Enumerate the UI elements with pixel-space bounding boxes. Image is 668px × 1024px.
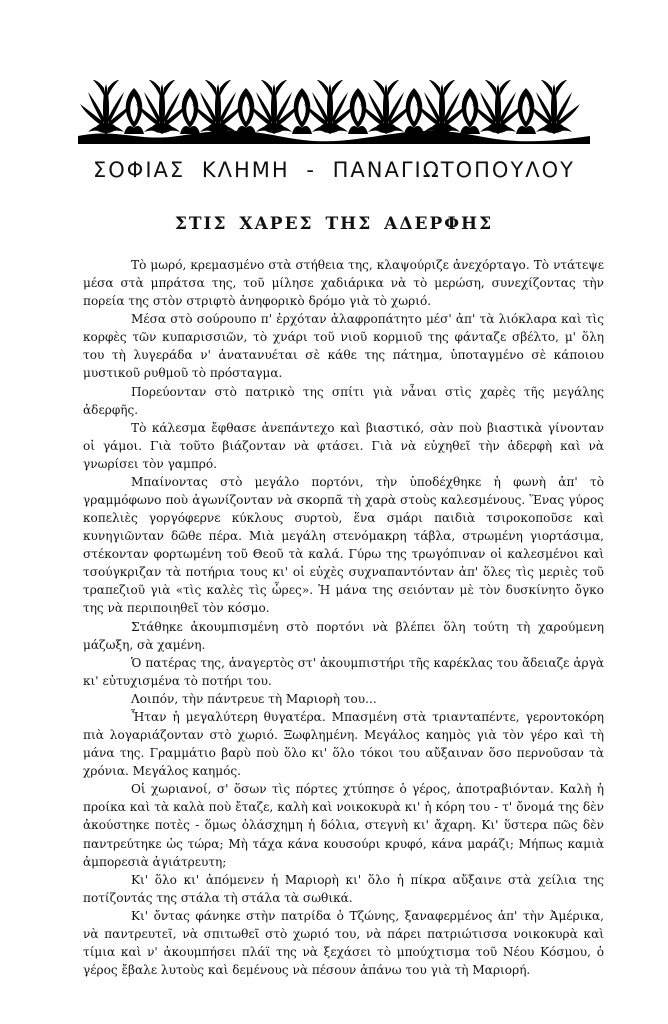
story-body xyxy=(83,256,604,979)
story-title: ΣΤΙΣ ΧΑΡΕΣ ΤΗΣ ΑΔΕΡΦΗΣ xyxy=(174,214,494,234)
paragraph: Τὸ μωρό, κρεμασμένο στὰ στήθεια της, κλαψούριζε ἀνεχόρταγο. Τὸ ντάτεψε μέσα στὰ μπράτσα της, τοῦ μίλησε χαδιάρικα νὰ τὸ μερώση, συνεχίζοντας τὴν πορεία της στὸν στριφτὸ ἀνηφορικὸ δρόμο γιὰ τὸ χωριό. xyxy=(83,258,604,309)
paragraph: Ὁ πατέρας της, ἀναγερτὸς στ' ἀκουμπιστήρι τῆς καρέκλας του ἄδειαζε ἀργὰ κι' εὐτυχισμένα τὸ ποτήρι του. xyxy=(83,655,604,688)
anthemion-palmette-frieze-icon xyxy=(78,74,590,144)
paragraph: Λοιπόν, τὴν πάντρευε τὴ Μαριορὴ του... xyxy=(131,691,377,706)
paragraph: Πορεύονταν στὸ πατρικὸ της σπίτι γιὰ νἆναι στὶς χαρὲς τῆς μεγάλης ἀδερφῆς. xyxy=(83,384,604,417)
paragraph: Κι' ὅλο κι' ἀπόμενεν ἡ Μαριορὴ κι' ὅλο ἡ πίκρα αὔξαινε στὰ χείλια της ποτίζοντάς της στάλα τὴ στάλα τὰ σωθικά. xyxy=(83,872,604,905)
paragraph: Κι' ὄντας φάνηκε στὴν πατρίδα ὁ Τζώνης, ξαναφερμένος ἀπ' τὴν Ἀμέρικα, νὰ παντρευτεῖ, νὰ σπιτωθεῖ στὸ χωριό του, νὰ πάρει πατριώτισσα νοικοκυρὰ καὶ τίμια καὶ ν' ἀκουμπήσει πλάϊ της νὰ ξεχάσει τὸ μπούχτισμα τοῦ Νέου Κόσμου, ὁ γέρος ἔβαλε λυτοὺς καὶ δεμένους νὰ πέσουν ἀπάνω του γιὰ τὴ Μαριορή. xyxy=(83,908,604,978)
paragraph: Οἱ χωριανοί, σ' ὅσων τὶς πόρτες χτύπησε ὁ γέρος, ἀποτραβιόνταν. Καλὴ ἡ προίκα καὶ τὰ καλὰ ποὺ ἔταζε, καλὴ καὶ νοικοκυρὰ κι' ἡ κόρη του - τ' ὄνομά της δὲν ἀκούστηκε ποτὲς - ὅμως ὀλάσχημη ἡ δόλια, στεγνὴ κι' ἄχαρη. Κι' ὕστερα πῶς δὲν παντρεύτηκε ὡς τώρα; Μὴ τάχα κάνα κουσούρι κρυφό, κάνα μαράζι; Μήπως καμιὰ ἀμπορεσιὰ ἀγιάτρευτη; xyxy=(83,782,604,869)
paragraph: Τὸ κάλεσμα ἔφθασε ἀνεπάντεχο καὶ βιαστικό, σὰν ποὺ βιαστικὰ γίνονταν οἱ γάμοι. Γιὰ τοῦτο βιάζονταν νὰ φτάσει. Γιὰ νὰ εὐχηθεῖ τὴν ἀδερφὴ καὶ νὰ γνωρίσει τὸν γαμπρό. xyxy=(83,420,604,471)
paragraph: Μπαίνοντας στὸ μεγάλο πορτόνι, τὴν ὑποδέχθηκε ἡ φωνὴ ἀπ' τὸ γραμμόφωνο ποὺ ἀγωνίζονταν νὰ σκορπᾶ τὴ χαρὰ στοὺς καλεσμένους. Ἕνας γύρος κοπελιὲς γοργόφερνε κύκλους συρτοὺ, ἕνα σμάρι παιδιὰ τσιροκοποῦσε καὶ κυνηγιῶνταν δῶθε πέρα. Μιὰ μεγάλη στενόμακρη τάβλα, στρωμένη γιορτάσιμα, στέκονταν φορτωμένη τοῦ Θεοῦ τὰ καλά. Γύρω της τρωγόπιναν οἱ καλεσμένοι καὶ τσούγκριζαν τὰ ποτήρια τους κι' οἱ εὐχὲς συχναπαντόνταν ἀπ' ὅλες τὶς μεριὲς τοῦ τραπεζιοῦ γιὰ «τὶς καλὲς τὶς ὧρες». Ἡ μάνα της σειόνταν μὲ τὸν δυσκίνητο ὄγκο της νὰ περιποιηθεῖ τὸν κόσμο. xyxy=(83,474,604,616)
author-name: ΣΟΦΙΑΣ ΚΛΗΜΗ - ΠΑΝΑΓΙΩΤΟΠΟΥΛΟΥ xyxy=(93,158,575,182)
paragraph: Ἦταν ἡ μεγαλύτερη θυγατέρα. Μπασμένη στὰ τριανταπέντε, γεροντοκόρη πιὰ λογαριάζονταν στὸ χωριό. Ξωφλημένη. Μεγάλος καημὸς γιὰ τὸν γέρο καὶ τὴ μάνα της. Γραμμάτιο βαρὺ ποὺ ὅλο κι' ὅλο τόκοι του αὔξαιναν ὅσο περνοῦσαν τὰ χρόνια. Μεγάλος καημός. xyxy=(83,709,604,779)
paragraph: Στάθηκε ἀκουμπισμένη στὸ πορτόνι νὰ βλέπει ὅλη τούτη τὴ χαρούμενη μάζωξη, σὰ χαμένη. xyxy=(83,619,604,652)
paragraph: Μέσα στὸ σούρουπο π' ἐρχόταν ἀλαφροπάτητο μέσ' ἀπ' τὰ λιόκλαρα καὶ τὶς κορφὲς τῶν κυπαρισσιῶν, τὸ χνάρι τοῦ νιοῦ κορμιοῦ της φάνταζε σβέλτο, μ' ὅλη του τὴ λυγεράδα ν' ἀνατανυέται σὲ κάθε της πάτημα, ὑποταγμένο σὲ κάποιου μυστικοῦ ρυθμοῦ τὸ πρόσταγμα. xyxy=(83,312,604,381)
